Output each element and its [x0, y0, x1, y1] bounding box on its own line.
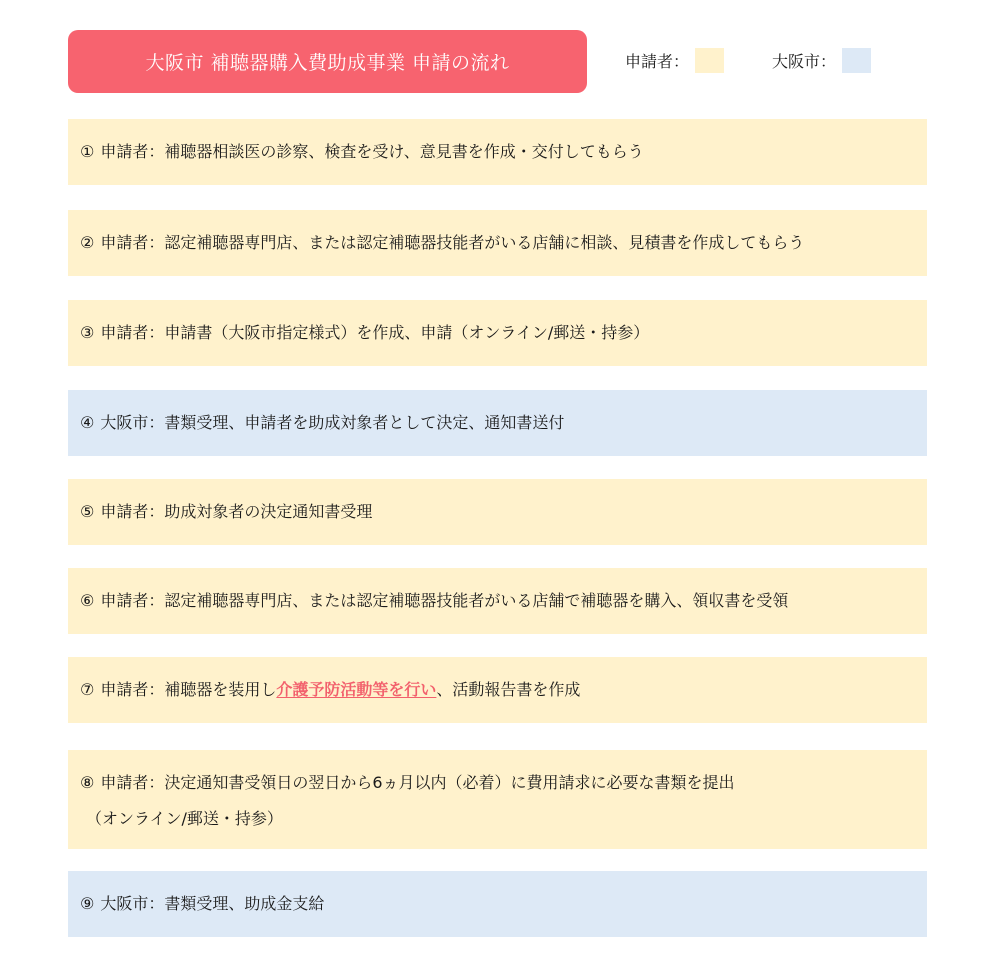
step-actor: 大阪市： [100, 413, 165, 432]
legend-applicant-swatch [695, 48, 724, 73]
step-number: ② [80, 233, 95, 252]
step-text-before: 補聴器を装用し [164, 680, 277, 699]
step-actor: 申請者： [100, 233, 165, 252]
step-text: 認定補聴器専門店、または認定補聴器技能者がいる店舗に相談、見積書を作成してもらう [164, 233, 805, 252]
step-text: 補聴器相談医の診察、検査を受け、意見書を作成・交付してもらう [164, 142, 644, 161]
step-text-line2: （オンライン/郵送・持参） [86, 809, 283, 828]
step-text: 申請書（大阪市指定様式）を作成、申請（オンライン/郵送・持参） [164, 323, 650, 342]
legend-applicant [625, 48, 724, 73]
step-9 [68, 871, 927, 937]
step-2 [68, 210, 927, 276]
step-text: 助成対象者の決定通知書受理 [164, 502, 373, 521]
step-text: 決定通知書受領日の翌日から6ヵ月以内（必着）に費用請求に必要な書類を提出 [164, 773, 735, 792]
step-3 [68, 300, 927, 366]
legend-city-swatch [842, 48, 871, 73]
step-actor: 申請者： [100, 680, 165, 699]
step-highlight: 介護予防活動等を行い [276, 680, 437, 699]
step-number: ③ [80, 323, 95, 342]
step-text: 書類受理、申請者を助成対象者として決定、通知書送付 [164, 413, 565, 432]
legend-city [772, 48, 871, 73]
step-text: 書類受理、助成金支給 [164, 894, 325, 913]
step-5 [68, 479, 927, 545]
step-actor: 申請者： [100, 591, 165, 610]
step-number: ⑤ [80, 502, 95, 521]
step-actor: 申請者： [100, 323, 165, 342]
step-number: ④ [80, 413, 95, 432]
step-number: ⑦ [80, 680, 95, 699]
legend-applicant-label: 申請者： [625, 52, 690, 71]
step-6 [68, 568, 927, 634]
step-number: ① [80, 142, 95, 161]
step-actor: 申請者： [100, 502, 165, 521]
step-number: ⑥ [80, 591, 95, 610]
step-number: ⑧ [80, 773, 95, 792]
page-title: 大阪市 補聴器購入費助成事業 申請の流れ [68, 30, 587, 93]
step-number: ⑨ [80, 894, 95, 913]
step-8 [68, 750, 927, 849]
step-7 [68, 657, 927, 723]
step-actor: 申請者： [100, 142, 165, 161]
step-1 [68, 119, 927, 185]
step-actor: 申請者： [100, 773, 165, 792]
step-4 [68, 390, 927, 456]
legend-city-label: 大阪市： [772, 52, 837, 71]
step-actor: 大阪市： [100, 894, 165, 913]
step-text: 認定補聴器専門店、または認定補聴器技能者がいる店舗で補聴器を購入、領収書を受領 [164, 591, 789, 610]
step-text-after: 、活動報告書を作成 [436, 680, 581, 699]
